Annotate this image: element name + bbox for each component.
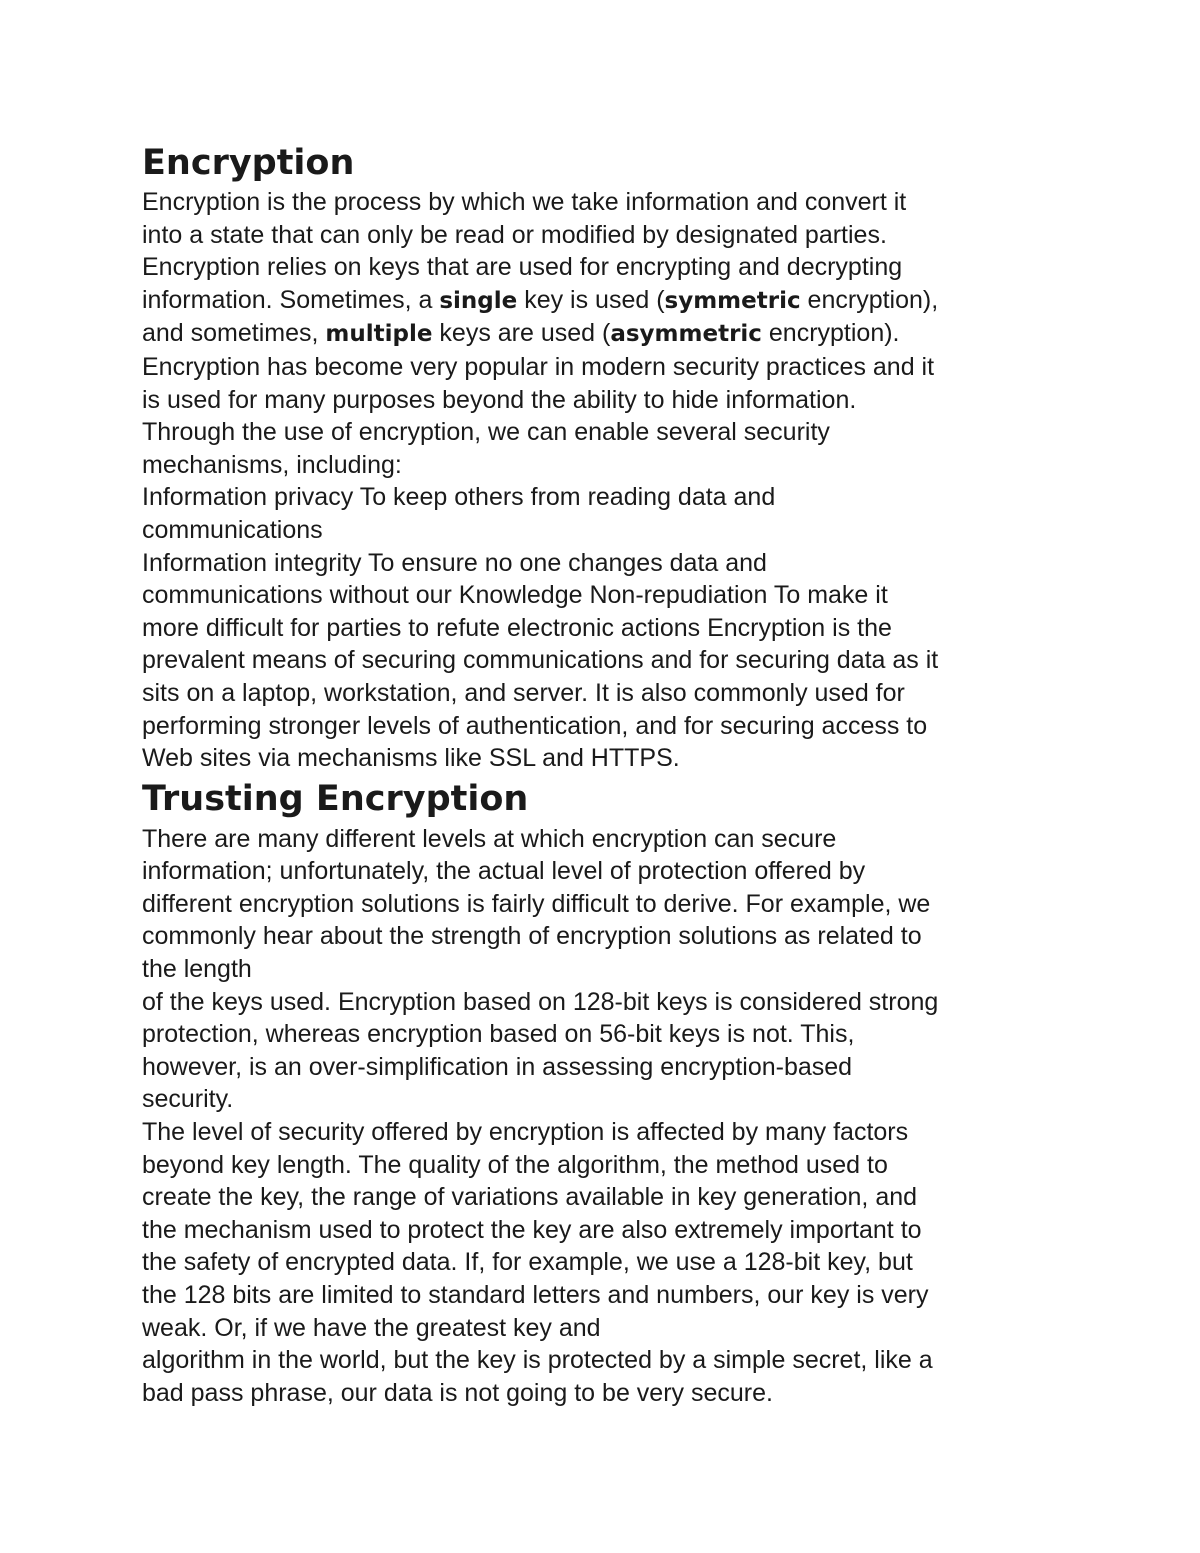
text-line: Information integrity To ensure no one changes data and: [142, 548, 767, 577]
text-line: prevalent means of securing communications and for securing data as it: [142, 646, 939, 675]
document-page: [142, 140, 1062, 1409]
text-run: key is used (: [517, 285, 665, 314]
bold-term-asymmetric: asymmetric: [610, 321, 762, 348]
text-line: security.: [142, 1085, 234, 1114]
text-line: Information privacy To keep others from reading data and: [142, 483, 776, 512]
text-line: sits on a laptop, workstation, and server. It is also commonly used for: [142, 678, 905, 707]
text-line: the 128 bits are limited to standard letters and numbers, our key is very: [142, 1281, 929, 1309]
text-line: Encryption has become very popular in modern security practices and it: [142, 352, 935, 381]
text-line: beyond key length. The quality of the algorithm, the method used to: [142, 1150, 888, 1179]
heading-trusting-encryption: Trusting Encryption: [142, 778, 529, 819]
text-line: communications: [142, 515, 323, 544]
text-run: encryption).: [761, 319, 900, 348]
text-run: and sometimes,: [142, 319, 326, 348]
text-line: Encryption is the process by which we take information and convert it: [142, 188, 907, 216]
text-line: into a state that can only be read or modified by designated parties.: [142, 220, 887, 249]
text-line: algorithm in the world, but the key is protected by a simple secret, like a: [142, 1346, 933, 1375]
text-line-rich: [142, 317, 1062, 351]
text-run: keys are used (: [432, 319, 611, 348]
text-line: is used for many purposes beyond the ability to hide information.: [142, 385, 857, 414]
text-line: Through the use of encryption, we can enable several security: [142, 418, 830, 447]
text-line: weak. Or, if we have the greatest key and: [142, 1313, 601, 1342]
text-line: The level of security offered by encryption is affected by many factors: [142, 1118, 909, 1147]
text-line: the length: [142, 955, 252, 984]
text-line: information; unfortunately, the actual level of protection offered by: [142, 857, 866, 886]
text-line: mechanisms, including:: [142, 450, 402, 479]
trusting-encryption-body: [142, 823, 1062, 1410]
text-line: Encryption relies on keys that are used for encrypting and decrypting: [142, 253, 903, 282]
text-line: performing stronger levels of authentication, and for securing access to: [142, 711, 928, 740]
bold-term-symmetric: symmetric: [664, 287, 801, 314]
text-line: different encryption solutions is fairly difficult to derive. For example, we: [142, 889, 931, 918]
text-line: create the key, the range of variations available in key generation, and: [142, 1183, 918, 1212]
text-line: the mechanism used to protect the key are also extremely important to: [142, 1215, 922, 1244]
text-line: more difficult for parties to refute electronic actions Encryption is the: [142, 613, 892, 642]
text-line: There are many different levels at which encryption can secure: [142, 824, 837, 853]
encryption-body: [142, 186, 1062, 775]
heading-encryption: Encryption: [142, 143, 355, 183]
text-line-rich: [142, 284, 1062, 318]
bold-term-multiple: multiple: [325, 321, 433, 348]
text-line: protection, whereas encryption based on 56-bit keys is not. This,: [142, 1020, 855, 1049]
text-line: communications without our Knowledge Non-repudiation To make it: [142, 581, 888, 610]
text-line: Web sites via mechanisms like SSL and HTTPS.: [142, 744, 680, 773]
text-line: commonly hear about the strength of encryption solutions as related to: [142, 922, 922, 951]
text-line: of the keys used. Encryption based on 128-bit keys is considered strong: [142, 987, 939, 1016]
text-line: however, is an over-simplification in assessing encryption-based: [142, 1052, 853, 1081]
text-run: information. Sometimes, a: [142, 285, 440, 314]
text-line: the safety of encrypted data. If, for example, we use a 128-bit key, but: [142, 1248, 913, 1277]
bold-term-single: single: [439, 287, 518, 314]
text-run: encryption),: [800, 285, 939, 314]
text-line: bad pass phrase, our data is not going to be very secure.: [142, 1378, 773, 1407]
